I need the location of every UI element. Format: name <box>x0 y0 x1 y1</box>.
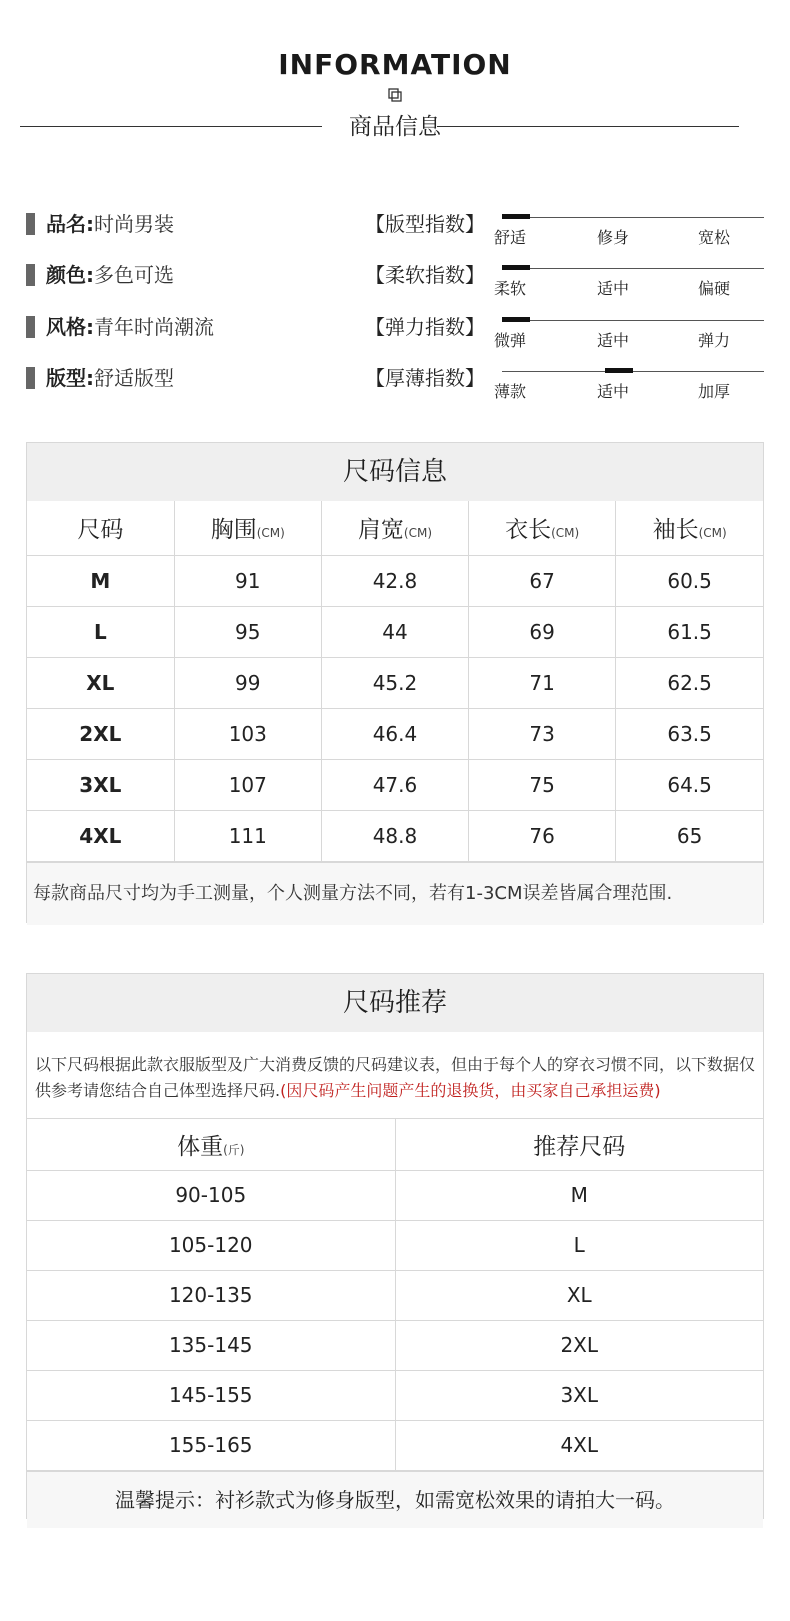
index-label: 【厚薄指数】 <box>365 366 485 390</box>
table-cell: 48.8 <box>321 810 468 861</box>
spec-bullet <box>26 316 35 338</box>
recommend-table <box>27 1119 763 1471</box>
header-subtitle: 商品信息 <box>349 114 441 140</box>
scale-label-right: 宽松 <box>698 228 731 247</box>
table-cell: 63.5 <box>616 708 763 759</box>
spec-key: 风格: <box>46 315 94 339</box>
table-row <box>27 606 763 657</box>
table-cell: 45.2 <box>321 657 468 708</box>
table-header-row <box>27 501 763 555</box>
table-cell: 2XL <box>395 1320 763 1370</box>
table-cell: M <box>27 555 174 606</box>
scale-label-mid: 适中 <box>597 331 630 350</box>
table-cell: 73 <box>469 708 616 759</box>
index-label: 【柔软指数】 <box>365 263 485 287</box>
table-header: 推荐尺码 <box>395 1119 763 1170</box>
table-cell: 75 <box>469 759 616 810</box>
table-cell: 91 <box>174 555 321 606</box>
scale-label-left: 柔软 <box>494 279 527 298</box>
table-cell: 60.5 <box>616 555 763 606</box>
table-cell: 2XL <box>27 708 174 759</box>
table-cell: 47.6 <box>321 759 468 810</box>
table-cell: 145-155 <box>27 1370 395 1420</box>
table-cell: M <box>395 1170 763 1220</box>
scale-line <box>502 320 764 321</box>
scale-label-mid: 修身 <box>597 228 630 247</box>
index-scale <box>494 264 764 304</box>
header-title: INFORMATION <box>278 48 512 81</box>
size-recommend-title: 尺码推荐 <box>27 974 763 1032</box>
scale-label-right: 弹力 <box>698 331 731 350</box>
table-cell: L <box>27 606 174 657</box>
spec-value: 舒适版型 <box>94 366 174 390</box>
table-cell: XL <box>27 657 174 708</box>
table-cell: 120-135 <box>27 1270 395 1320</box>
recommend-intro <box>27 1032 763 1119</box>
table-header: 尺码 <box>27 501 174 555</box>
table-cell: 90-105 <box>27 1170 395 1220</box>
scale-line <box>502 217 764 218</box>
table-cell: 4XL <box>395 1420 763 1470</box>
index-label: 【版型指数】 <box>365 212 485 236</box>
return-policy-note: (因尺码产生问题产生的退换货，由买家自己承担运费) <box>280 1081 661 1100</box>
scale-marker <box>502 265 530 270</box>
table-row <box>27 657 763 708</box>
table-cell: 111 <box>174 810 321 861</box>
table-header: 体重(斤) <box>27 1119 395 1170</box>
table-header-row <box>27 1119 763 1170</box>
size-table <box>27 501 763 862</box>
table-cell: 69 <box>469 606 616 657</box>
table-row <box>27 1320 763 1370</box>
spec-key: 品名: <box>46 212 94 236</box>
copy-icon <box>386 88 404 104</box>
table-cell: 67 <box>469 555 616 606</box>
scale-label-mid: 适中 <box>597 382 630 401</box>
spec-value: 时尚男装 <box>94 212 174 236</box>
table-cell: 107 <box>174 759 321 810</box>
size-info-section <box>26 442 764 923</box>
table-row <box>27 1370 763 1420</box>
scale-label-right: 加厚 <box>698 382 731 401</box>
spec-key: 颜色: <box>46 263 94 287</box>
spec-bullet <box>26 367 35 389</box>
recommend-intro-text: 以下尺码根据此款衣服版型及广大消费反馈的尺码建议表，但由于每个人的穿衣习惯不同，以下数据仅供参考请您结合自己体型选择尺码. <box>35 1055 756 1100</box>
table-row <box>27 1170 763 1220</box>
table-cell: 95 <box>174 606 321 657</box>
scale-line <box>502 371 764 372</box>
size-recommend-section <box>26 973 764 1519</box>
table-row <box>27 555 763 606</box>
table-row <box>27 1420 763 1470</box>
scale-label-right: 偏硬 <box>698 279 731 298</box>
table-header: 胸围(CM) <box>174 501 321 555</box>
table-row <box>27 1270 763 1320</box>
table-cell: 65 <box>616 810 763 861</box>
index-scale <box>494 367 764 407</box>
table-cell: 135-145 <box>27 1320 395 1370</box>
table-header: 衣长(CM) <box>469 501 616 555</box>
scale-label-left: 微弹 <box>494 331 527 350</box>
table-row <box>27 759 763 810</box>
spec-bullet <box>26 213 35 235</box>
table-header: 肩宽(CM) <box>321 501 468 555</box>
spec-value: 多色可选 <box>94 263 174 287</box>
table-header: 袖长(CM) <box>616 501 763 555</box>
table-cell: 62.5 <box>616 657 763 708</box>
table-cell: 61.5 <box>616 606 763 657</box>
table-row <box>27 810 763 861</box>
scale-marker <box>605 368 633 373</box>
scale-label-mid: 适中 <box>597 279 630 298</box>
index-label: 【弹力指数】 <box>365 315 485 339</box>
scale-label-left: 薄款 <box>494 382 527 401</box>
table-cell: 64.5 <box>616 759 763 810</box>
table-cell: 3XL <box>395 1370 763 1420</box>
table-cell: 99 <box>174 657 321 708</box>
table-cell: 46.4 <box>321 708 468 759</box>
table-cell: 71 <box>469 657 616 708</box>
table-cell: L <box>395 1220 763 1270</box>
table-row <box>27 1220 763 1270</box>
table-cell: 103 <box>174 708 321 759</box>
spec-bullet <box>26 264 35 286</box>
table-cell: 44 <box>321 606 468 657</box>
size-info-title: 尺码信息 <box>27 443 763 501</box>
table-cell: XL <box>395 1270 763 1320</box>
fit-tip: 温馨提示：衬衫款式为修身版型，如需宽松效果的请拍大一码。 <box>27 1471 763 1528</box>
table-cell: 76 <box>469 810 616 861</box>
table-cell: 155-165 <box>27 1420 395 1470</box>
scale-label-left: 舒适 <box>494 228 527 247</box>
spec-key: 版型: <box>46 366 94 390</box>
scale-line <box>502 268 764 269</box>
measurement-note: 每款商品尺寸均为手工测量，个人测量方法不同，若有1-3CM误差皆属合理范围. <box>27 862 763 925</box>
index-scale <box>494 213 764 253</box>
table-cell: 105-120 <box>27 1220 395 1270</box>
table-cell: 42.8 <box>321 555 468 606</box>
scale-marker <box>502 317 530 322</box>
index-scale <box>494 316 764 356</box>
table-row <box>27 708 763 759</box>
scale-marker <box>502 214 530 219</box>
spec-value: 青年时尚潮流 <box>94 315 214 339</box>
table-cell: 3XL <box>27 759 174 810</box>
table-cell: 4XL <box>27 810 174 861</box>
